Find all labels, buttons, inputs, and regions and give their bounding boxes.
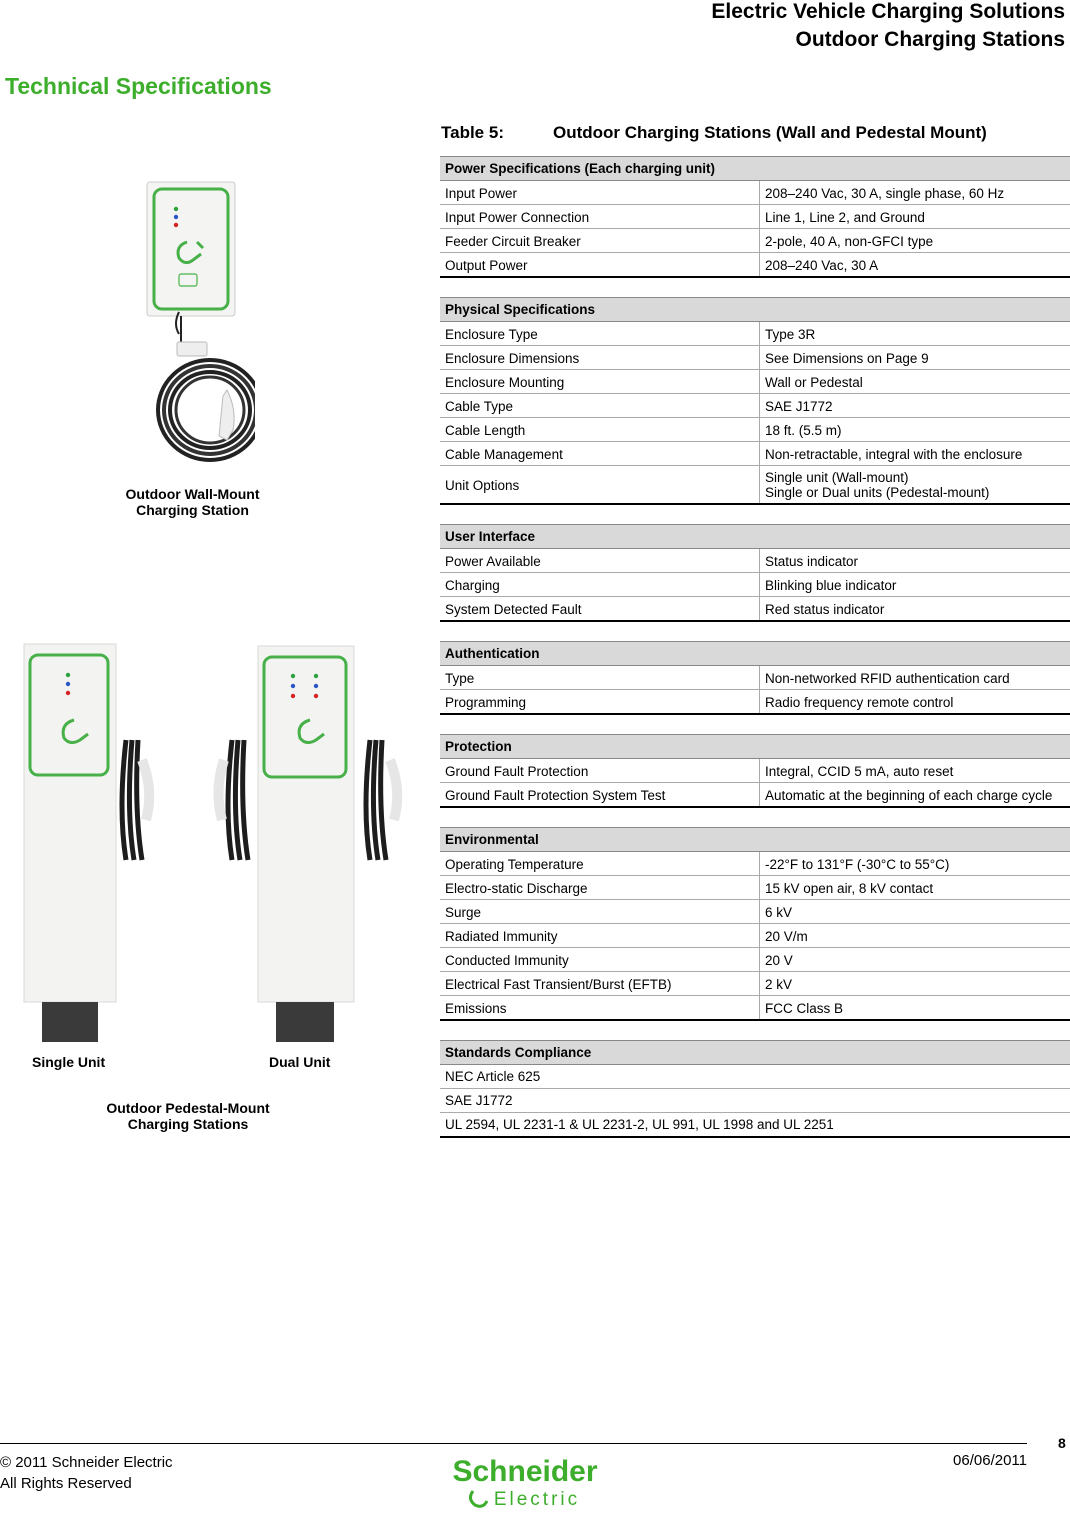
spec-value: SAE J1772 [445, 1093, 513, 1108]
table-row [440, 549, 1070, 573]
table-number: Table 5: [441, 123, 504, 142]
dual-pedestal-body [258, 646, 354, 1002]
spec-label: Ground Fault Protection [440, 759, 760, 782]
spec-value: Line 1, Line 2, and Ground [765, 209, 925, 225]
spec-label: Ground Fault Protection System Test [440, 783, 760, 806]
single-unit-label: Single Unit [32, 1054, 106, 1070]
spec-value: 2-pole, 40 A, non-GFCI type [765, 233, 934, 249]
spec-label: Cable Length [440, 418, 760, 441]
footer-date: 06/06/2011 [953, 1452, 1027, 1469]
spec-group [440, 641, 1070, 715]
table-row [440, 900, 1070, 924]
table-row [440, 876, 1070, 900]
spec-label: Operating Temperature [440, 852, 760, 875]
table-row [440, 1089, 1070, 1113]
table-row [440, 759, 1070, 783]
spec-group-heading: Standards Compliance [440, 1040, 1070, 1065]
table-row [440, 394, 1070, 418]
schneider-electric-logo [425, 1455, 625, 1511]
spec-value: Integral, CCID 5 mA, auto reset [765, 763, 954, 779]
table-row [440, 783, 1070, 806]
spec-value: NEC Article 625 [445, 1069, 541, 1084]
spec-group-heading: Environmental [440, 827, 1070, 852]
spec-label: Enclosure Type [440, 322, 760, 345]
spec-value: 20 V [765, 952, 793, 968]
spec-label: Output Power [440, 253, 760, 276]
spec-label: Type [440, 666, 760, 689]
spec-value: Red status indicator [765, 601, 885, 617]
spec-label: Feeder Circuit Breaker [440, 229, 760, 252]
spec-value: Wall or Pedestal [765, 374, 863, 390]
table-row [440, 205, 1070, 229]
table-row [440, 322, 1070, 346]
spec-value: SAE J1772 [765, 398, 833, 414]
rights-text: All Rights Reserved [0, 1475, 132, 1492]
pedestal-caption [88, 1100, 288, 1132]
table-row [440, 229, 1070, 253]
table-caption [441, 123, 987, 143]
spec-group-heading: Physical Specifications [440, 297, 1070, 322]
spec-value: Type 3R [765, 326, 816, 342]
table-title: Outdoor Charging Stations (Wall and Pedestal Mount) [553, 123, 987, 142]
copyright-text: © 2011 Schneider Electric [0, 1454, 173, 1471]
table-row [440, 948, 1070, 972]
wall-caption-text: Outdoor Wall-Mount Charging Station [125, 486, 260, 518]
spec-label: System Detected Fault [440, 597, 760, 620]
spec-label: Enclosure Mounting [440, 370, 760, 393]
spec-value: -22°F to 131°F (-30°C to 55°C) [765, 856, 950, 872]
wall-caption [100, 486, 285, 518]
header-subtitle: Outdoor Charging Stations [795, 28, 1065, 51]
spec-value: FCC Class B [765, 1000, 844, 1016]
table-row [440, 852, 1070, 876]
spec-value: 18 ft. (5.5 m) [765, 422, 842, 438]
table-row [440, 666, 1070, 690]
footer-divider [0, 1443, 1027, 1444]
spec-label: Surge [440, 900, 760, 923]
spec-label: Programming [440, 690, 760, 713]
spec-group [440, 1040, 1070, 1138]
fault-led-icon [174, 223, 178, 227]
spec-value: Non-networked RFID authentication card [765, 670, 1010, 686]
spec-table [440, 156, 1070, 1157]
spec-group-heading: Power Specifications (Each charging unit) [440, 156, 1070, 181]
spec-group-heading: Authentication [440, 641, 1070, 666]
spec-value: Automatic at the beginning of each charge cycle [765, 787, 1053, 803]
spec-value: 208–240 Vac, 30 A, single phase, 60 Hz [765, 185, 1005, 201]
spec-value: 2 kV [765, 976, 793, 992]
spec-label: Conducted Immunity [440, 948, 760, 971]
table-row [440, 597, 1070, 620]
spec-value: Non-retractable, integral with the enclosure [765, 446, 1023, 462]
spec-label: Electro-static Discharge [440, 876, 760, 899]
spec-label: Unit Options [440, 466, 760, 503]
footer-copyright-block [0, 1452, 173, 1494]
svg-text:Electric: Electric [493, 1489, 581, 1510]
table-row [440, 253, 1070, 276]
spec-value: UL 2594, UL 2231-1 & UL 2231-2, UL 991, UL 1998 and UL 2251 [445, 1117, 834, 1132]
spec-group [440, 524, 1070, 622]
spec-value: 15 kV open air, 8 kV contact [765, 880, 934, 896]
table-row [440, 924, 1070, 948]
spec-label: Cable Management [440, 442, 760, 465]
pedestal-caption-text: Outdoor Pedestal-Mount Charging Stations [106, 1100, 270, 1132]
spec-label: Power Available [440, 549, 760, 572]
spec-label: Enclosure Dimensions [440, 346, 760, 369]
spec-label: Electrical Fast Transient/Burst (EFTB) [440, 972, 760, 995]
table-row [440, 1065, 1070, 1089]
single-pedestal-body [24, 644, 116, 1002]
svg-text:Schneider: Schneider [452, 1455, 598, 1488]
table-row [440, 370, 1070, 394]
spec-group [440, 156, 1070, 278]
table-row [440, 466, 1070, 503]
table-row [440, 972, 1070, 996]
table-row [440, 346, 1070, 370]
page-number: 8 [1058, 1435, 1066, 1451]
spec-group [440, 297, 1070, 505]
spec-value: Radio frequency remote control [765, 694, 954, 710]
table-row [440, 442, 1070, 466]
pedestal-stations-image [18, 640, 418, 1045]
connector-handle [219, 390, 234, 440]
header-title: Electric Vehicle Charging Solutions [711, 0, 1065, 23]
spec-label: Cable Type [440, 394, 760, 417]
dual-unit-label: Dual Unit [269, 1054, 331, 1070]
table-row [440, 418, 1070, 442]
section-title: Technical Specifications [5, 73, 272, 99]
spec-label: Input Power Connection [440, 205, 760, 228]
wall-mount-station-image [135, 180, 255, 470]
spec-value: Single unit (Wall-mount) Single or Dual units (Pedestal-mount) [765, 470, 990, 500]
table-row [440, 1113, 1070, 1136]
spec-label: Radiated Immunity [440, 924, 760, 947]
table-row [440, 181, 1070, 205]
enclosure-body [147, 182, 235, 316]
spec-group-heading: Protection [440, 734, 1070, 759]
table-row [440, 690, 1070, 713]
spec-value: 6 kV [765, 904, 793, 920]
spec-value: 20 V/m [765, 928, 808, 944]
charging-led-icon [174, 215, 178, 219]
spec-value: Status indicator [765, 553, 859, 569]
spec-label: Emissions [440, 996, 760, 1019]
spec-value: 208–240 Vac, 30 A [765, 257, 879, 273]
spec-group [440, 827, 1070, 1021]
spec-value: See Dimensions on Page 9 [765, 350, 929, 366]
spec-label: Input Power [440, 181, 760, 204]
table-row [440, 573, 1070, 597]
spec-group-heading: User Interface [440, 524, 1070, 549]
spec-group [440, 734, 1070, 808]
spec-value: Blinking blue indicator [765, 577, 897, 593]
table-row [440, 996, 1070, 1019]
power-led-icon [174, 207, 178, 211]
spec-label: Charging [440, 573, 760, 596]
